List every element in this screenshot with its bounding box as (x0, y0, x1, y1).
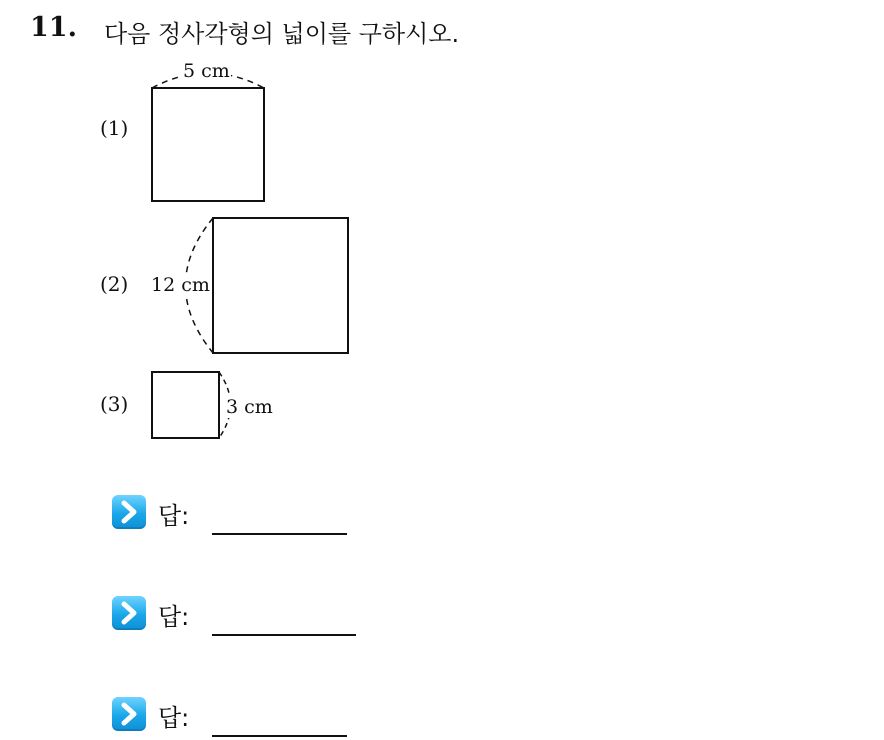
square-1 (152, 88, 264, 201)
answer-3-label: 답: (158, 704, 190, 732)
problem-2-label: (2) (100, 272, 129, 296)
answer-1-label: 답: (158, 502, 190, 530)
question-number: 11. (30, 12, 77, 43)
square-3 (152, 372, 219, 438)
square-2 (213, 218, 348, 353)
answer-2-blank[interactable] (212, 634, 356, 636)
chevron-right-icon (112, 697, 146, 731)
problem-1-side-label: 5 cm (183, 60, 230, 82)
answer-3-blank[interactable] (212, 735, 347, 737)
answer-2-label: 답: (158, 603, 190, 631)
chevron-right-icon (112, 596, 146, 630)
problem-2-side-label: 12 cm (151, 274, 210, 296)
problem-3-side-label: 3 cm (226, 396, 273, 418)
problem-1-label: (1) (100, 116, 129, 140)
chevron-right-icon (112, 495, 146, 529)
problem-3-label: (3) (100, 392, 129, 416)
question-text: 다음 정사각형의 넓이를 구하시오. (104, 20, 460, 48)
answer-1-blank[interactable] (212, 533, 347, 535)
